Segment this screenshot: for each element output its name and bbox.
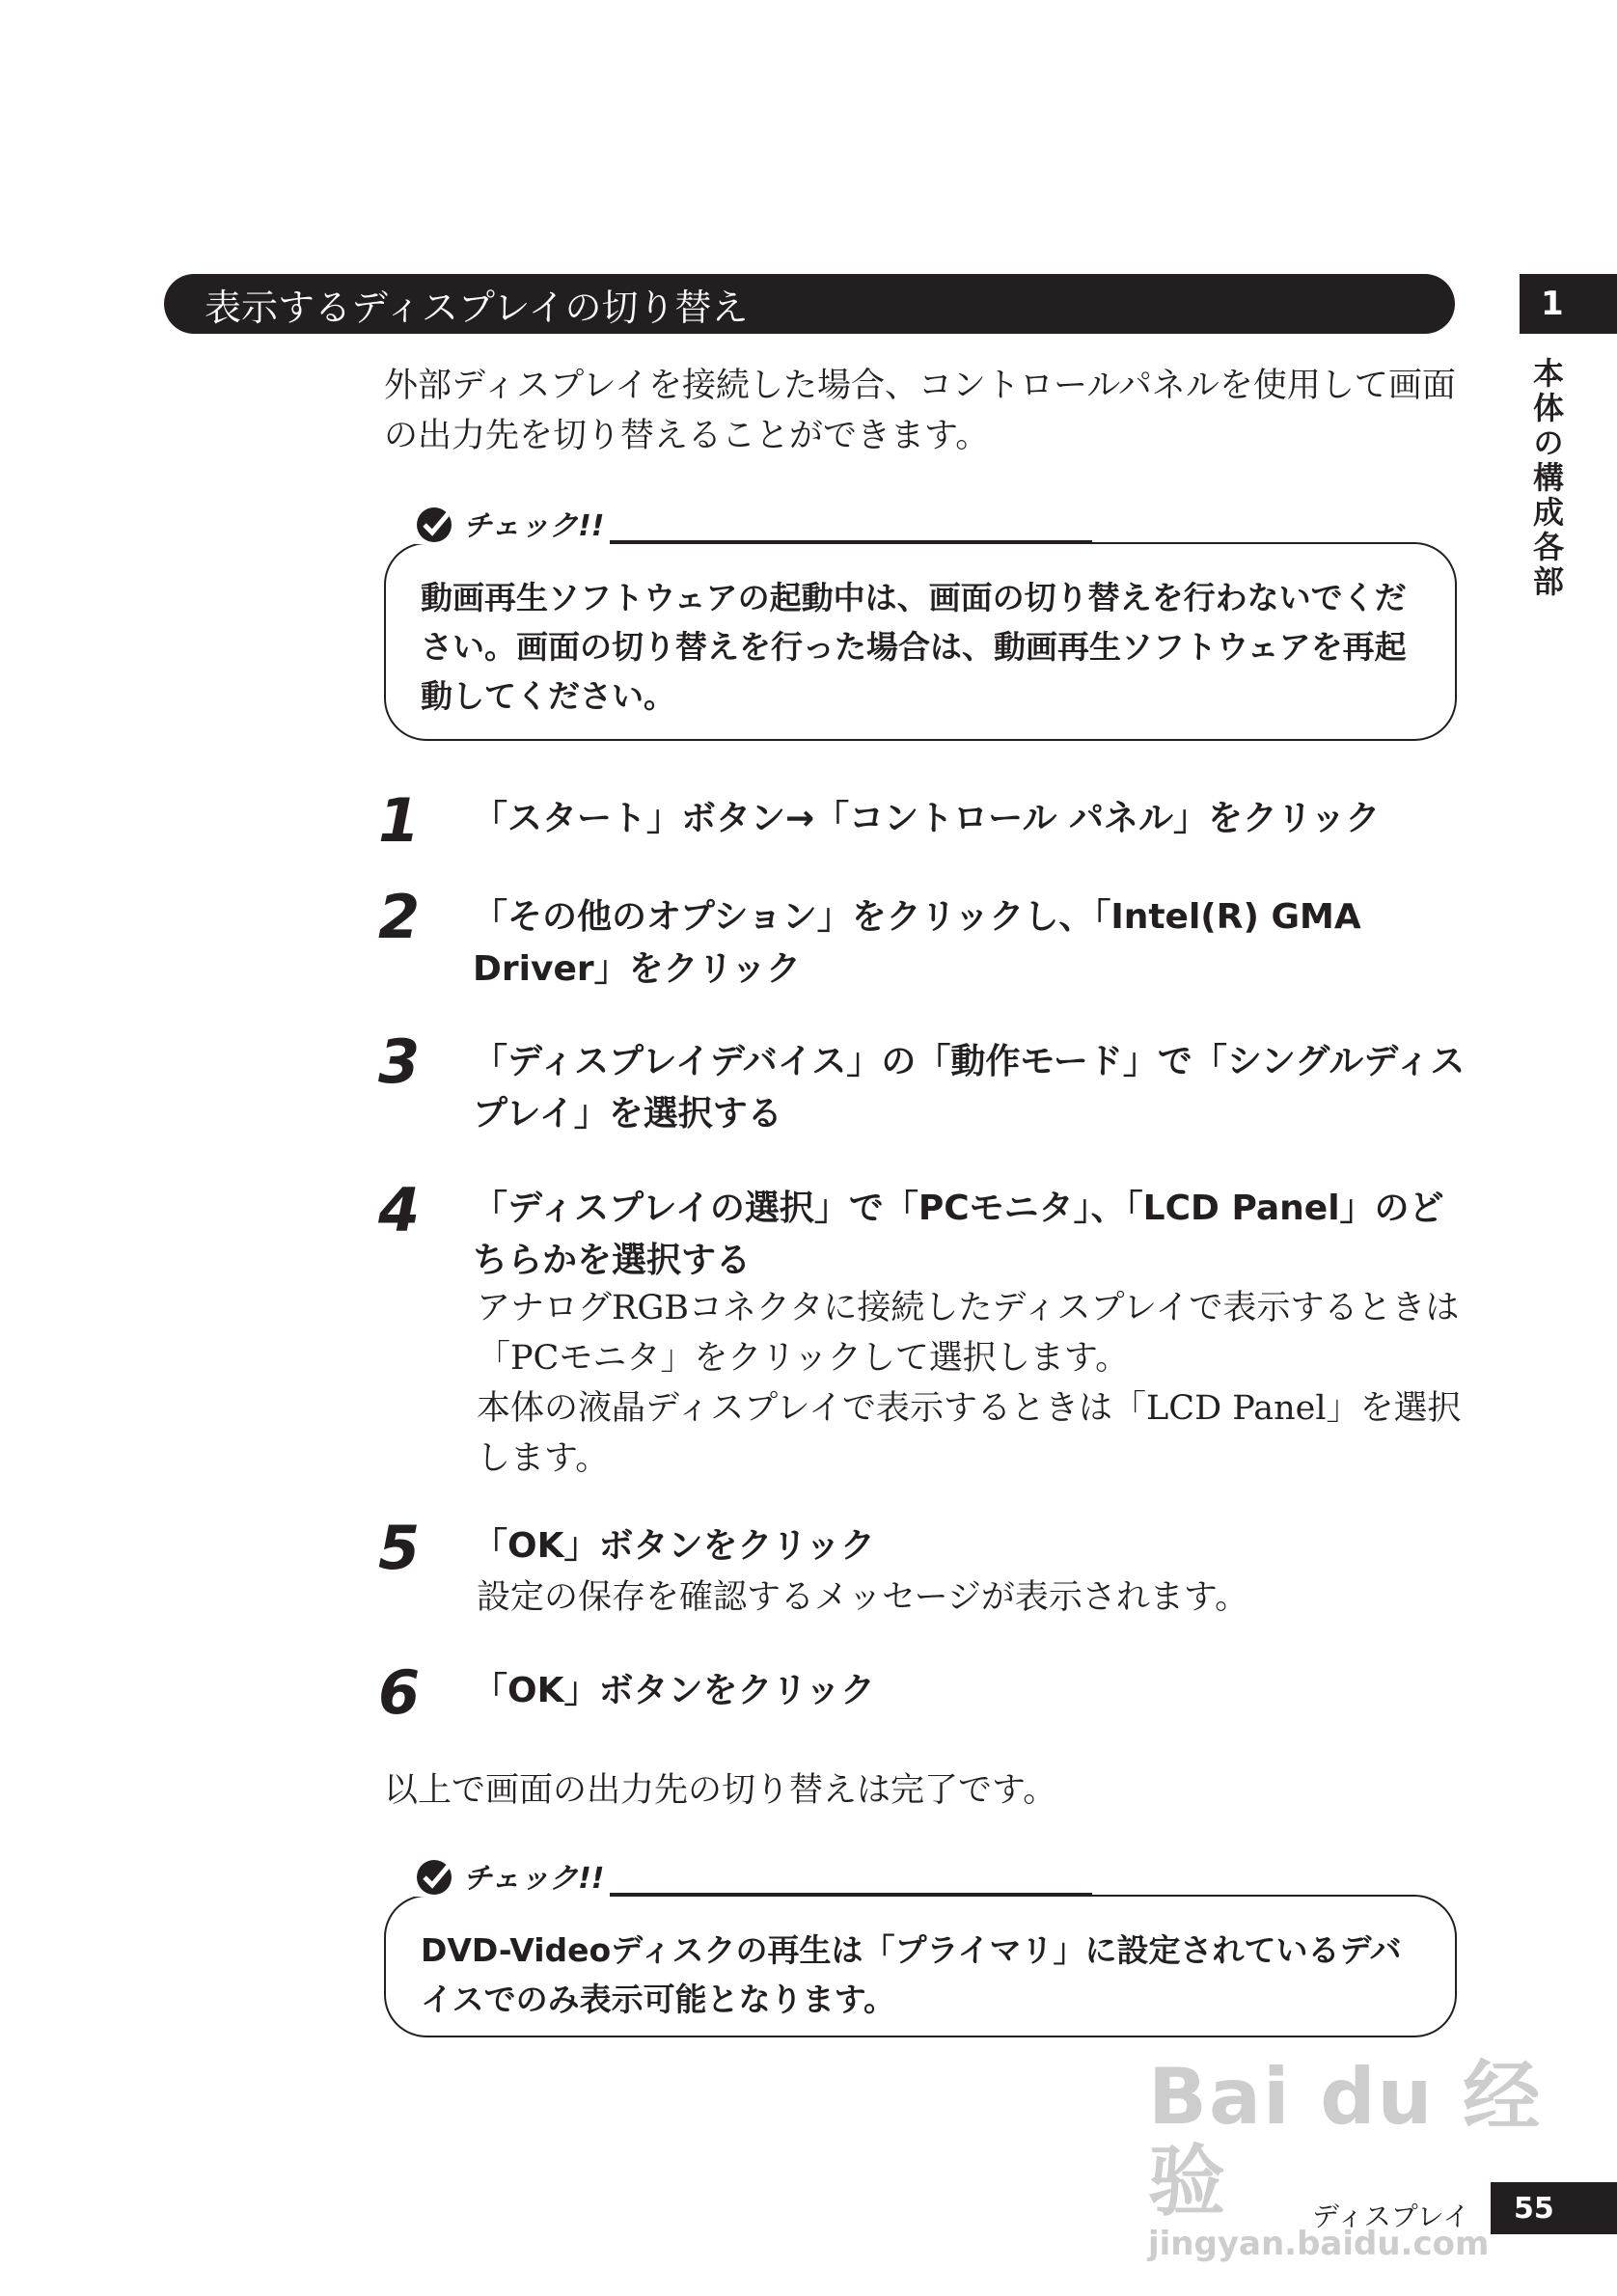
conclusion-text: 以上で画面の出力先の切り替えは完了です。 <box>384 1771 1057 1810</box>
step-5-description: 設定の保存を確認するメッセージが表示されます。 <box>477 1578 1249 1617</box>
page-number: 55 <box>1514 2191 1554 2226</box>
check-box-1 <box>384 542 1457 741</box>
section-heading-text: 表示するディスプレイの切り替え <box>205 286 749 329</box>
check-label-2 <box>415 1854 610 1897</box>
step-6-title: 「OK」ボタンをクリック <box>473 1671 876 1710</box>
check-box-1-text: 動画再生ソフトウェアの起動中は、画面の切り替えを行わないでください。画面の切り替えを行った場合は、動画再生ソフトウェアを再起動してください。 <box>421 579 1407 715</box>
page-number-tab <box>1491 2182 1617 2234</box>
watermark-main-text: Bai du 经验 <box>1148 2052 1543 2227</box>
check-label-1 <box>415 502 610 544</box>
check-rule-2 <box>590 1893 1092 1895</box>
watermark-url-text: jingyan.baidu.com <box>1148 2225 1490 2263</box>
step-3-title: 「ディスプレイデバイス」の「動作モード」で「シングルディスプレイ」を選択する <box>473 1042 1466 1134</box>
check-box-2 <box>384 1895 1457 2037</box>
step-6-number: 6 <box>378 1657 421 1728</box>
step-1-number: 1 <box>378 785 421 856</box>
check-label-1-text: チェック!! <box>463 509 605 543</box>
step-5-title: 「OK」ボタンをクリック <box>473 1526 876 1566</box>
step-4-description-2: 本体の液晶ディスプレイで表示するときは「LCD Panel」を選択します。 <box>477 1389 1462 1478</box>
chapter-number-tab <box>1520 274 1617 334</box>
step-1-title: 「スタート」ボタン→「コントロール パネル」をクリック <box>473 799 1381 838</box>
check-box-2-text: DVD-Videoディスクの再生は「プライマリ」に設定されているデバイスでのみ表示可能となります。 <box>421 1931 1402 2018</box>
chapter-title: 本体の構成各部 <box>1528 357 1565 600</box>
step-5-number: 5 <box>378 1513 421 1583</box>
check-mark-icon <box>415 1854 457 1897</box>
step-4-number: 4 <box>378 1175 421 1245</box>
step-3-number: 3 <box>378 1026 421 1097</box>
step-2-number: 2 <box>378 882 421 952</box>
intro-text: 外部ディスプレイを接続した場合、コントロールパネルを使用して画面の出力先を切り替えることができます。 <box>384 367 1456 455</box>
check-mark-icon <box>415 502 457 544</box>
check-rule-1 <box>590 540 1092 542</box>
section-heading <box>164 274 1455 334</box>
chapter-number: 1 <box>1541 285 1564 323</box>
step-2-title: 「その他のオプション」をクリックし、「Intel(R) GMA Driver」をクリック <box>473 897 1361 989</box>
step-4-description-1: アナログRGBコネクタに接続したディスプレイで表示するときは「PCモニタ」をクリックして選択します。 <box>477 1289 1460 1378</box>
footer-section-label: ディスプレイ <box>1312 2200 1470 2232</box>
check-label-2-text: チェック!! <box>463 1862 605 1896</box>
step-4-title: 「ディスプレイの選択」で「PCモニタ」、「LCD Panel」のどちらかを選択する <box>473 1189 1444 1280</box>
